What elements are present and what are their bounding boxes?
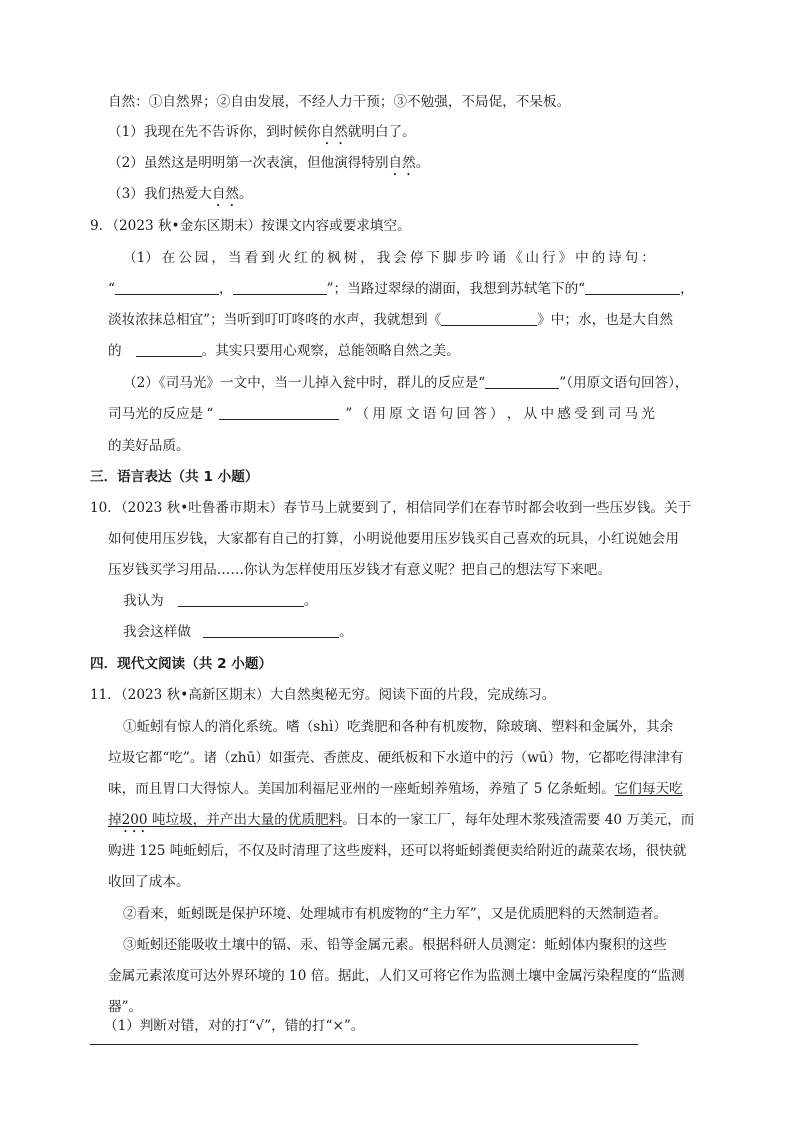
quoted-blank <box>206 404 352 424</box>
answer-blank-poem-1[interactable] <box>115 280 219 295</box>
answer-blank-water[interactable] <box>136 342 202 357</box>
underlined-sentence: 掉 <box>108 812 122 828</box>
char: 火 <box>277 250 292 266</box>
answer-blank-text-title[interactable] <box>441 311 537 326</box>
char: 文 <box>405 406 420 422</box>
char: 会 <box>393 250 407 266</box>
question-10-line-1: 10．（2023 秋•吐鲁番市期末）春节马上就要到了，相信同学们在春节时都会收到一些压岁钱。关于 <box>90 500 692 516</box>
q9-1-text: 的 <box>108 343 122 359</box>
char: 行 <box>542 250 556 266</box>
definition-line: 自然：①自然界；②自由发展，不经人力干预；③不勉强，不局促，不呆板。 <box>108 94 571 110</box>
passage-p1-line-1: ①蚯蚓有惊人的消化系统。嗜（shì）吃粪肥和各种有机废物，除玻璃、塑料和金属外，其余 <box>123 719 674 735</box>
dotted-number: 200 <box>121 812 148 828</box>
answer-blank-plan[interactable] <box>203 623 339 638</box>
close-quote: ” <box>345 406 353 422</box>
char: 回 <box>456 406 470 422</box>
char: 的 <box>310 250 325 266</box>
passage-p2: ②看来，蚯蚓既是保护环境、处理城市有机废物的“主力军”，又是优质肥料的天然制造者。 <box>123 906 668 922</box>
char: 从 <box>523 406 538 422</box>
char: 步 <box>459 250 473 266</box>
passage-p1-line-6: 收回了成本。 <box>108 874 190 890</box>
answer-blank-poem-2[interactable] <box>233 280 327 295</box>
char: 用 <box>372 406 386 422</box>
q9-1-text: ”；当路过翠绿的湖面，我想到苏轼笔下的“ <box>326 281 586 297</box>
question-11: 11．（2023 秋•高新区期末）大自然奥秘无穷。阅读下面的片段，完成练习。 <box>90 687 556 703</box>
question-9-2-line-2 <box>108 404 655 424</box>
dotted-word: 自然 <box>211 186 239 202</box>
char: 到 <box>260 250 275 266</box>
q9-1-text: 淡妆浓抹总相宜”；当听到叮叮咚咚的水声，我就想到《 <box>108 312 442 328</box>
passage-p3-line-3: 器”。 <box>108 999 143 1015</box>
question-9: 9．（2023 秋•金东区期末）按课文内容或要求填空。 <box>90 218 411 234</box>
sentence-1 <box>108 122 416 148</box>
q9-2-text: ”（用原文语句回答）， <box>559 375 689 391</box>
char: ， <box>360 250 374 266</box>
open-quote: “ <box>108 281 115 297</box>
dotted-word: 自然 <box>320 124 348 140</box>
char: 句 <box>439 406 454 422</box>
sentence-2-end: 。 <box>415 155 430 171</box>
question-10-line-2: 如何使用压岁钱，大家都有自己的打算，小明说他要用压岁钱买自己喜欢的玩具，小红说她会用 <box>108 531 679 547</box>
char: 看 <box>244 250 259 266</box>
char: 的 <box>591 250 606 266</box>
question-9-1-line-1 <box>123 248 655 268</box>
sentence-3-end: 。 <box>239 186 253 202</box>
char: 停 <box>409 250 424 266</box>
prompt-text: 我认为 <box>123 593 164 609</box>
q9-1-text: 。其实只要用心观察，总能领略自然之美。 <box>201 343 460 359</box>
passage-p1-line-2: 垃圾它都“吃”。诸（zhū）如蛋壳、香蔗皮、硬纸板和下水道中的污（wū）物，它都吃得津津有 <box>108 750 684 766</box>
question-9-1-line-2 <box>108 279 694 299</box>
sentence-2 <box>108 153 429 179</box>
question-11-1: （1）判断对错，对的打“√”，错的打“×”。 <box>104 1018 365 1034</box>
question-10-answer-1 <box>123 591 317 611</box>
dotted-word: 自然 <box>388 155 416 171</box>
char: 司 <box>607 406 622 422</box>
sentence-1-text: （1）我现在先不告诉你，到时候你 <box>108 124 321 140</box>
passage-text: 。日本的一家工厂，每年处理木浆残渣需要 40 万美元，而 <box>342 812 695 828</box>
answer-blank-sima-guang-reaction[interactable] <box>219 405 339 420</box>
underlined-sentence: 吨垃圾，并产出大量的优质肥料 <box>147 812 343 828</box>
char: 中 <box>540 406 555 422</box>
question-9-1-line-3 <box>108 310 673 330</box>
q9-1-label: （1） <box>123 250 159 266</box>
prompt-text: 我会这样做 <box>123 624 191 640</box>
sentence-3-text: （3）我们热爱大 <box>108 186 212 202</box>
sentence-3 <box>108 184 253 210</box>
q9-2-text: 司马光的反应是 <box>108 406 204 422</box>
char: 枫 <box>327 250 341 266</box>
passage-p1-line-5: 购进 125 吨蚯蚓后，不仅及时清理了这些废料，还可以将蚯蚓粪便卖给附近的蔬菜农场，很快就 <box>108 843 687 859</box>
char: 光 <box>641 406 655 422</box>
char: 下 <box>426 250 440 266</box>
passage-p1-line-3 <box>108 779 683 799</box>
char: 园 <box>194 250 209 266</box>
passage-p1-line-4 <box>108 810 694 836</box>
section-heading-3: 三．语言表达（共 1 小题） <box>90 469 259 485</box>
question-10-line-3: 压岁钱买学习用品……你认为怎样使用压岁钱才有意义呢？把自己的想法写下来吧。 <box>108 562 611 578</box>
char: 红 <box>294 250 308 266</box>
comma: ， <box>218 281 233 297</box>
question-10-answer-2 <box>123 622 353 642</box>
question-9-1-line-4 <box>108 341 460 361</box>
char: 吟 <box>475 250 490 266</box>
char: 公 <box>178 250 192 266</box>
char: 》 <box>558 250 573 266</box>
passage-p3-line-2: 金属元素浓度可达外界环境的 10 倍。据此，人们又可将它作为监测土壤中金属污染程度的“监测 <box>108 968 685 984</box>
char: 受 <box>574 406 588 422</box>
char: 脚 <box>442 250 457 266</box>
char: 诗 <box>608 250 622 266</box>
char: 诵 <box>492 250 506 266</box>
char: 中 <box>575 250 589 266</box>
char: 句 <box>624 250 639 266</box>
passage-p3-line-1: ③蚯蚓还能吸收土壤中的镉、汞、铅等金属元素。根据科研人员测定：蚯蚓体内聚积的这些 <box>123 937 667 953</box>
underlined-sentence: 它们每天吃 <box>614 781 683 797</box>
char: 到 <box>590 406 605 422</box>
q9-2-text: （2）《司马光》一文中，当一儿掉入瓮中时，群儿的反应是“ <box>123 375 486 391</box>
char: 语 <box>422 406 437 422</box>
char: 当 <box>227 250 242 266</box>
period: 。 <box>338 624 353 640</box>
open-quote: “ <box>206 406 214 422</box>
char: 马 <box>624 406 639 422</box>
period: 。 <box>303 593 318 609</box>
passage-text: 味，而且胃口大得惊人。美国加利福尼亚州的一座蚯蚓养殖场，养殖了 5 亿条蚯蚓。 <box>108 781 615 797</box>
section-heading-4: 四．现代文阅读（共 2 小题） <box>90 656 273 672</box>
char: ， <box>211 250 225 266</box>
char: 感 <box>557 406 571 422</box>
char: 《 <box>508 250 523 266</box>
answer-blank-children-reaction[interactable] <box>485 374 559 389</box>
answer-blank-su-shi[interactable] <box>585 280 680 295</box>
char: 在 <box>161 250 176 266</box>
sentence-2-text: （2）虽然这是明明第一次表演，但他演得特别 <box>108 155 389 171</box>
char: 答 <box>473 406 487 422</box>
char: ， <box>506 406 521 422</box>
q9-1-text: 》中；水，也是大自然 <box>537 312 674 328</box>
char: ） <box>490 406 504 422</box>
comma: ， <box>680 281 694 297</box>
char: 我 <box>376 250 391 266</box>
char: 山 <box>525 250 540 266</box>
question-9-2-line-1 <box>123 373 689 393</box>
sentence-1-end: 就明白了。 <box>347 124 416 140</box>
char: 树 <box>343 250 358 266</box>
char: ： <box>641 250 655 266</box>
char: 原 <box>389 406 403 422</box>
answer-blank-opinion[interactable] <box>178 592 304 607</box>
footer-rule <box>90 1044 638 1045</box>
char: （ <box>355 406 370 422</box>
question-9-2-line-3: 的美好品质。 <box>108 438 190 454</box>
